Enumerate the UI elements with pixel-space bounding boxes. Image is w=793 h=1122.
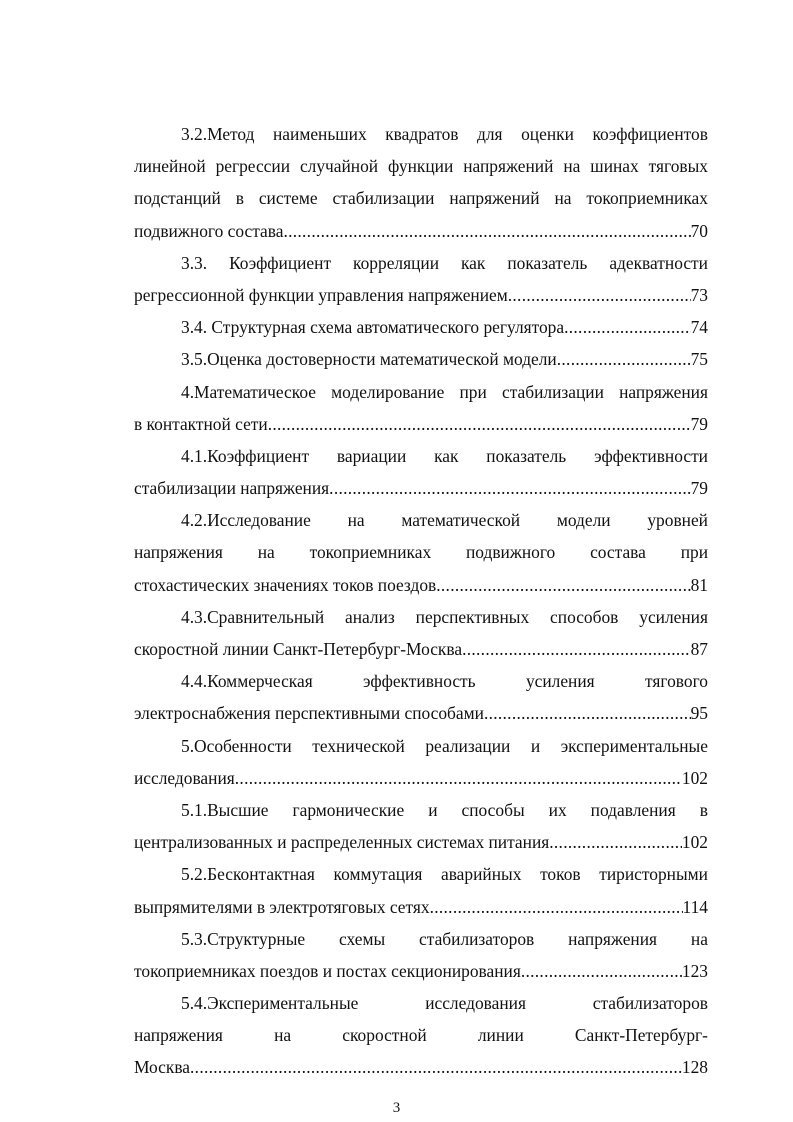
toc-line bbox=[134, 601, 708, 633]
toc-page-number: 79 bbox=[690, 478, 708, 499]
toc-word: подстанций bbox=[134, 188, 221, 209]
toc-entry bbox=[134, 794, 708, 858]
toc-line-last bbox=[134, 762, 708, 794]
toc-line bbox=[134, 118, 708, 150]
toc-word: при bbox=[680, 542, 708, 563]
toc-line-last bbox=[134, 408, 708, 440]
toc-word: тиристорными bbox=[599, 864, 708, 885]
toc-line-last bbox=[134, 633, 708, 665]
toc-word: схемы bbox=[339, 928, 386, 949]
toc-word: способов bbox=[550, 606, 619, 627]
toc-line bbox=[134, 730, 708, 762]
toc-word: линейной bbox=[134, 156, 206, 177]
toc-word: на bbox=[690, 928, 708, 949]
toc-word: токов bbox=[540, 864, 581, 885]
toc-word: показатель bbox=[486, 445, 567, 466]
toc-word: эффективность bbox=[363, 671, 476, 692]
toc-line bbox=[134, 987, 708, 1019]
toc-word: математической bbox=[401, 510, 521, 531]
toc-word: и bbox=[530, 735, 541, 756]
toc-leader-dots bbox=[190, 1051, 682, 1083]
toc-word: наименьших bbox=[273, 124, 367, 144]
toc-word: стабилизаторов bbox=[419, 928, 535, 949]
toc-word: как bbox=[434, 445, 459, 466]
toc-word: их bbox=[548, 799, 567, 820]
toc-entry bbox=[134, 601, 708, 665]
toc-word: на bbox=[563, 156, 581, 177]
toc-page-number: 102 bbox=[681, 767, 708, 788]
page-number: 3 bbox=[392, 1100, 401, 1116]
toc-page-number: 79 bbox=[690, 413, 708, 434]
toc-page-number: 73 bbox=[690, 284, 708, 305]
toc-word: 4.1.Коэффициент bbox=[181, 445, 310, 466]
toc-word: 5.2.Бесконтактная bbox=[181, 864, 315, 885]
toc-word: экспериментальные bbox=[560, 735, 708, 756]
toc-line bbox=[134, 182, 708, 214]
toc-word: в bbox=[235, 188, 244, 209]
toc-word: 4.2.Исследование bbox=[181, 510, 311, 531]
toc-leader-dots bbox=[557, 343, 691, 375]
toc-word: моделирование bbox=[331, 381, 445, 402]
toc-leader-dots bbox=[549, 826, 682, 858]
toc-line bbox=[134, 536, 708, 568]
toc-line-last bbox=[134, 215, 708, 247]
toc-entry-text: централизованных и распределенных системах питания bbox=[134, 832, 550, 853]
toc-entry-text: регрессионной функции управления напряжением bbox=[134, 284, 508, 305]
toc-line-last bbox=[134, 311, 708, 343]
toc-entry-text: в контактной сети bbox=[134, 413, 268, 434]
toc-word: Санкт-Петербург- bbox=[574, 1025, 708, 1046]
toc-word: 4.Математическое bbox=[181, 381, 316, 402]
toc-line-last bbox=[134, 697, 708, 729]
toc-line-last bbox=[134, 955, 708, 987]
toc-entry-text: 3.5.Оценка достоверности математической модели bbox=[181, 349, 557, 370]
toc-line-last bbox=[134, 1051, 708, 1083]
toc-entry-text: подвижного состава bbox=[134, 220, 284, 241]
toc-leader-dots bbox=[329, 472, 690, 504]
toc-entry bbox=[134, 665, 708, 729]
toc-entry bbox=[134, 504, 708, 601]
toc-word: способы bbox=[461, 799, 525, 820]
toc-word: состава bbox=[590, 542, 646, 563]
toc-entry-text: стохастических значениях токов поездов bbox=[134, 574, 437, 595]
toc-word: показатель bbox=[507, 252, 588, 273]
toc-word: на bbox=[347, 510, 365, 531]
toc-word: напряжения bbox=[619, 381, 708, 402]
toc-word: в bbox=[699, 799, 708, 820]
toc-line bbox=[134, 247, 708, 279]
toc-word: шинах bbox=[590, 156, 639, 177]
toc-word: случайной bbox=[299, 156, 379, 177]
toc-word: линии bbox=[477, 1025, 524, 1046]
toc-word: уровней bbox=[647, 510, 708, 531]
toc-line bbox=[134, 150, 708, 182]
toc-word: функции bbox=[388, 156, 454, 177]
toc-leader-dots bbox=[436, 569, 690, 601]
toc-leader-dots bbox=[268, 408, 691, 440]
toc-line bbox=[134, 858, 708, 890]
toc-entry bbox=[134, 376, 708, 440]
toc-entry-text: выпрямителями в электротяговых сетях bbox=[134, 896, 430, 917]
toc-word: 5.1.Высшие bbox=[181, 799, 269, 820]
toc-line bbox=[134, 440, 708, 472]
toc-entry bbox=[134, 118, 708, 247]
toc-word: вариации bbox=[336, 445, 407, 466]
toc-leader-dots bbox=[430, 891, 683, 923]
toc-word: реализации bbox=[425, 735, 511, 756]
toc-line bbox=[134, 504, 708, 536]
toc-leader-dots bbox=[462, 633, 691, 665]
toc-entry-text: 3.4. Структурная схема автоматического регулятора bbox=[181, 317, 565, 338]
toc-entry bbox=[134, 247, 708, 311]
toc-word: стабилизации bbox=[332, 188, 435, 209]
toc-word: 4.3.Сравнительный bbox=[181, 606, 325, 627]
toc-entry bbox=[134, 440, 708, 504]
toc-word: стабилизации bbox=[501, 381, 604, 402]
toc-word: анализ bbox=[345, 606, 395, 627]
toc-leader-dots bbox=[508, 279, 691, 311]
toc-word: тяговых bbox=[648, 156, 708, 177]
toc-line bbox=[134, 794, 708, 826]
toc-word: 4.4.Коммерческая bbox=[181, 671, 313, 692]
toc-entry bbox=[134, 858, 708, 922]
toc-word: модели bbox=[556, 510, 611, 531]
toc-page-number: 123 bbox=[681, 960, 708, 981]
toc-word: 5.4.Экспериментальные bbox=[181, 993, 359, 1014]
toc-word: скоростной bbox=[342, 1025, 427, 1046]
toc-page-number: 102 bbox=[681, 832, 708, 853]
toc-word: напряжения bbox=[134, 1025, 223, 1046]
toc-line bbox=[134, 376, 708, 408]
toc-leader-dots bbox=[235, 762, 682, 794]
toc-word: квадратов bbox=[385, 124, 459, 144]
toc-line bbox=[134, 665, 708, 697]
toc-line-last bbox=[134, 472, 708, 504]
toc-word: усиления bbox=[639, 606, 708, 627]
toc-word: перспективных bbox=[415, 606, 530, 627]
toc-line-last bbox=[134, 826, 708, 858]
toc-word: 5.3.Структурные bbox=[181, 928, 306, 949]
toc-page-number: 75 bbox=[690, 349, 708, 370]
toc-entry-text: Москва bbox=[134, 1057, 191, 1078]
toc-word: аварийных bbox=[440, 864, 522, 885]
toc-word: и bbox=[428, 799, 438, 820]
toc-leader-dots bbox=[564, 311, 691, 343]
toc-word: для bbox=[477, 124, 503, 144]
toc-entry bbox=[134, 311, 708, 343]
toc-word: исследования bbox=[425, 993, 526, 1014]
toc-word: на bbox=[554, 188, 572, 209]
toc-word: подавления bbox=[590, 799, 676, 820]
toc-line-last bbox=[134, 279, 708, 311]
toc-entry bbox=[134, 987, 708, 1084]
toc-page-number: 114 bbox=[682, 896, 708, 917]
toc-page-number: 81 bbox=[690, 574, 708, 595]
toc-word: системе bbox=[258, 188, 318, 209]
toc-word: 5.Особенности bbox=[181, 735, 292, 756]
toc-word: технической bbox=[312, 735, 405, 756]
toc-entry-text: скоростной линии Санкт-Петербург-Москва bbox=[134, 639, 463, 659]
toc-word: подвижного bbox=[465, 542, 556, 563]
toc-entry bbox=[134, 343, 708, 375]
toc-word: 3.3. bbox=[181, 252, 208, 273]
toc-word: оценки bbox=[521, 124, 574, 144]
toc-page-number: 95 bbox=[690, 703, 708, 724]
toc-word: коммутация bbox=[333, 864, 423, 885]
toc-line-last bbox=[134, 343, 708, 375]
toc-word: на bbox=[274, 1025, 292, 1046]
toc-word: 3.2.Метод bbox=[181, 124, 255, 144]
toc-word: регрессии bbox=[215, 156, 291, 177]
toc-word: эффективности bbox=[594, 445, 708, 466]
toc-word: корреляции bbox=[353, 252, 440, 273]
toc-page-number: 87 bbox=[690, 639, 708, 659]
toc-word: на bbox=[257, 542, 275, 563]
toc-entry-text: электроснабжения перспективными способами bbox=[134, 703, 484, 724]
toc-entry bbox=[134, 923, 708, 987]
toc-word: как bbox=[461, 252, 486, 273]
toc-word: токоприемниках bbox=[309, 542, 432, 563]
toc-word: напряжения bbox=[134, 542, 223, 563]
toc-line-last bbox=[134, 569, 708, 601]
toc-line-last bbox=[134, 891, 708, 923]
toc-word: Коэффициент bbox=[229, 252, 332, 273]
toc-word: напряжений bbox=[449, 188, 540, 209]
toc-word: усиления bbox=[525, 671, 595, 692]
toc-word: при bbox=[459, 381, 487, 402]
toc-word: токоприемниках bbox=[586, 188, 708, 209]
toc-word: коэффициентов bbox=[592, 124, 708, 144]
toc-leader-dots bbox=[521, 955, 682, 987]
toc-word: напряжений bbox=[463, 156, 554, 177]
toc-word: тягового bbox=[645, 671, 708, 692]
toc-page-number: 74 bbox=[690, 317, 708, 338]
toc-leader-dots bbox=[283, 215, 690, 247]
toc-leader-dots bbox=[484, 697, 691, 729]
toc-page-number: 70 bbox=[690, 220, 708, 241]
toc-page-number: 128 bbox=[681, 1057, 708, 1078]
toc-word: напряжения bbox=[568, 928, 658, 949]
toc-word: стабилизаторов bbox=[592, 993, 708, 1014]
toc-line bbox=[134, 1019, 708, 1051]
toc-entry-text: стабилизации напряжения bbox=[134, 478, 330, 499]
toc-entry bbox=[134, 730, 708, 794]
toc-entry-text: токоприемниках поездов и постах секционирования bbox=[134, 960, 521, 981]
toc-entry-text: исследования bbox=[134, 767, 235, 788]
toc-word: гармонические bbox=[292, 799, 405, 820]
toc-line bbox=[134, 923, 708, 955]
toc-word: адекватности bbox=[609, 252, 708, 273]
table-of-contents bbox=[134, 118, 708, 1084]
